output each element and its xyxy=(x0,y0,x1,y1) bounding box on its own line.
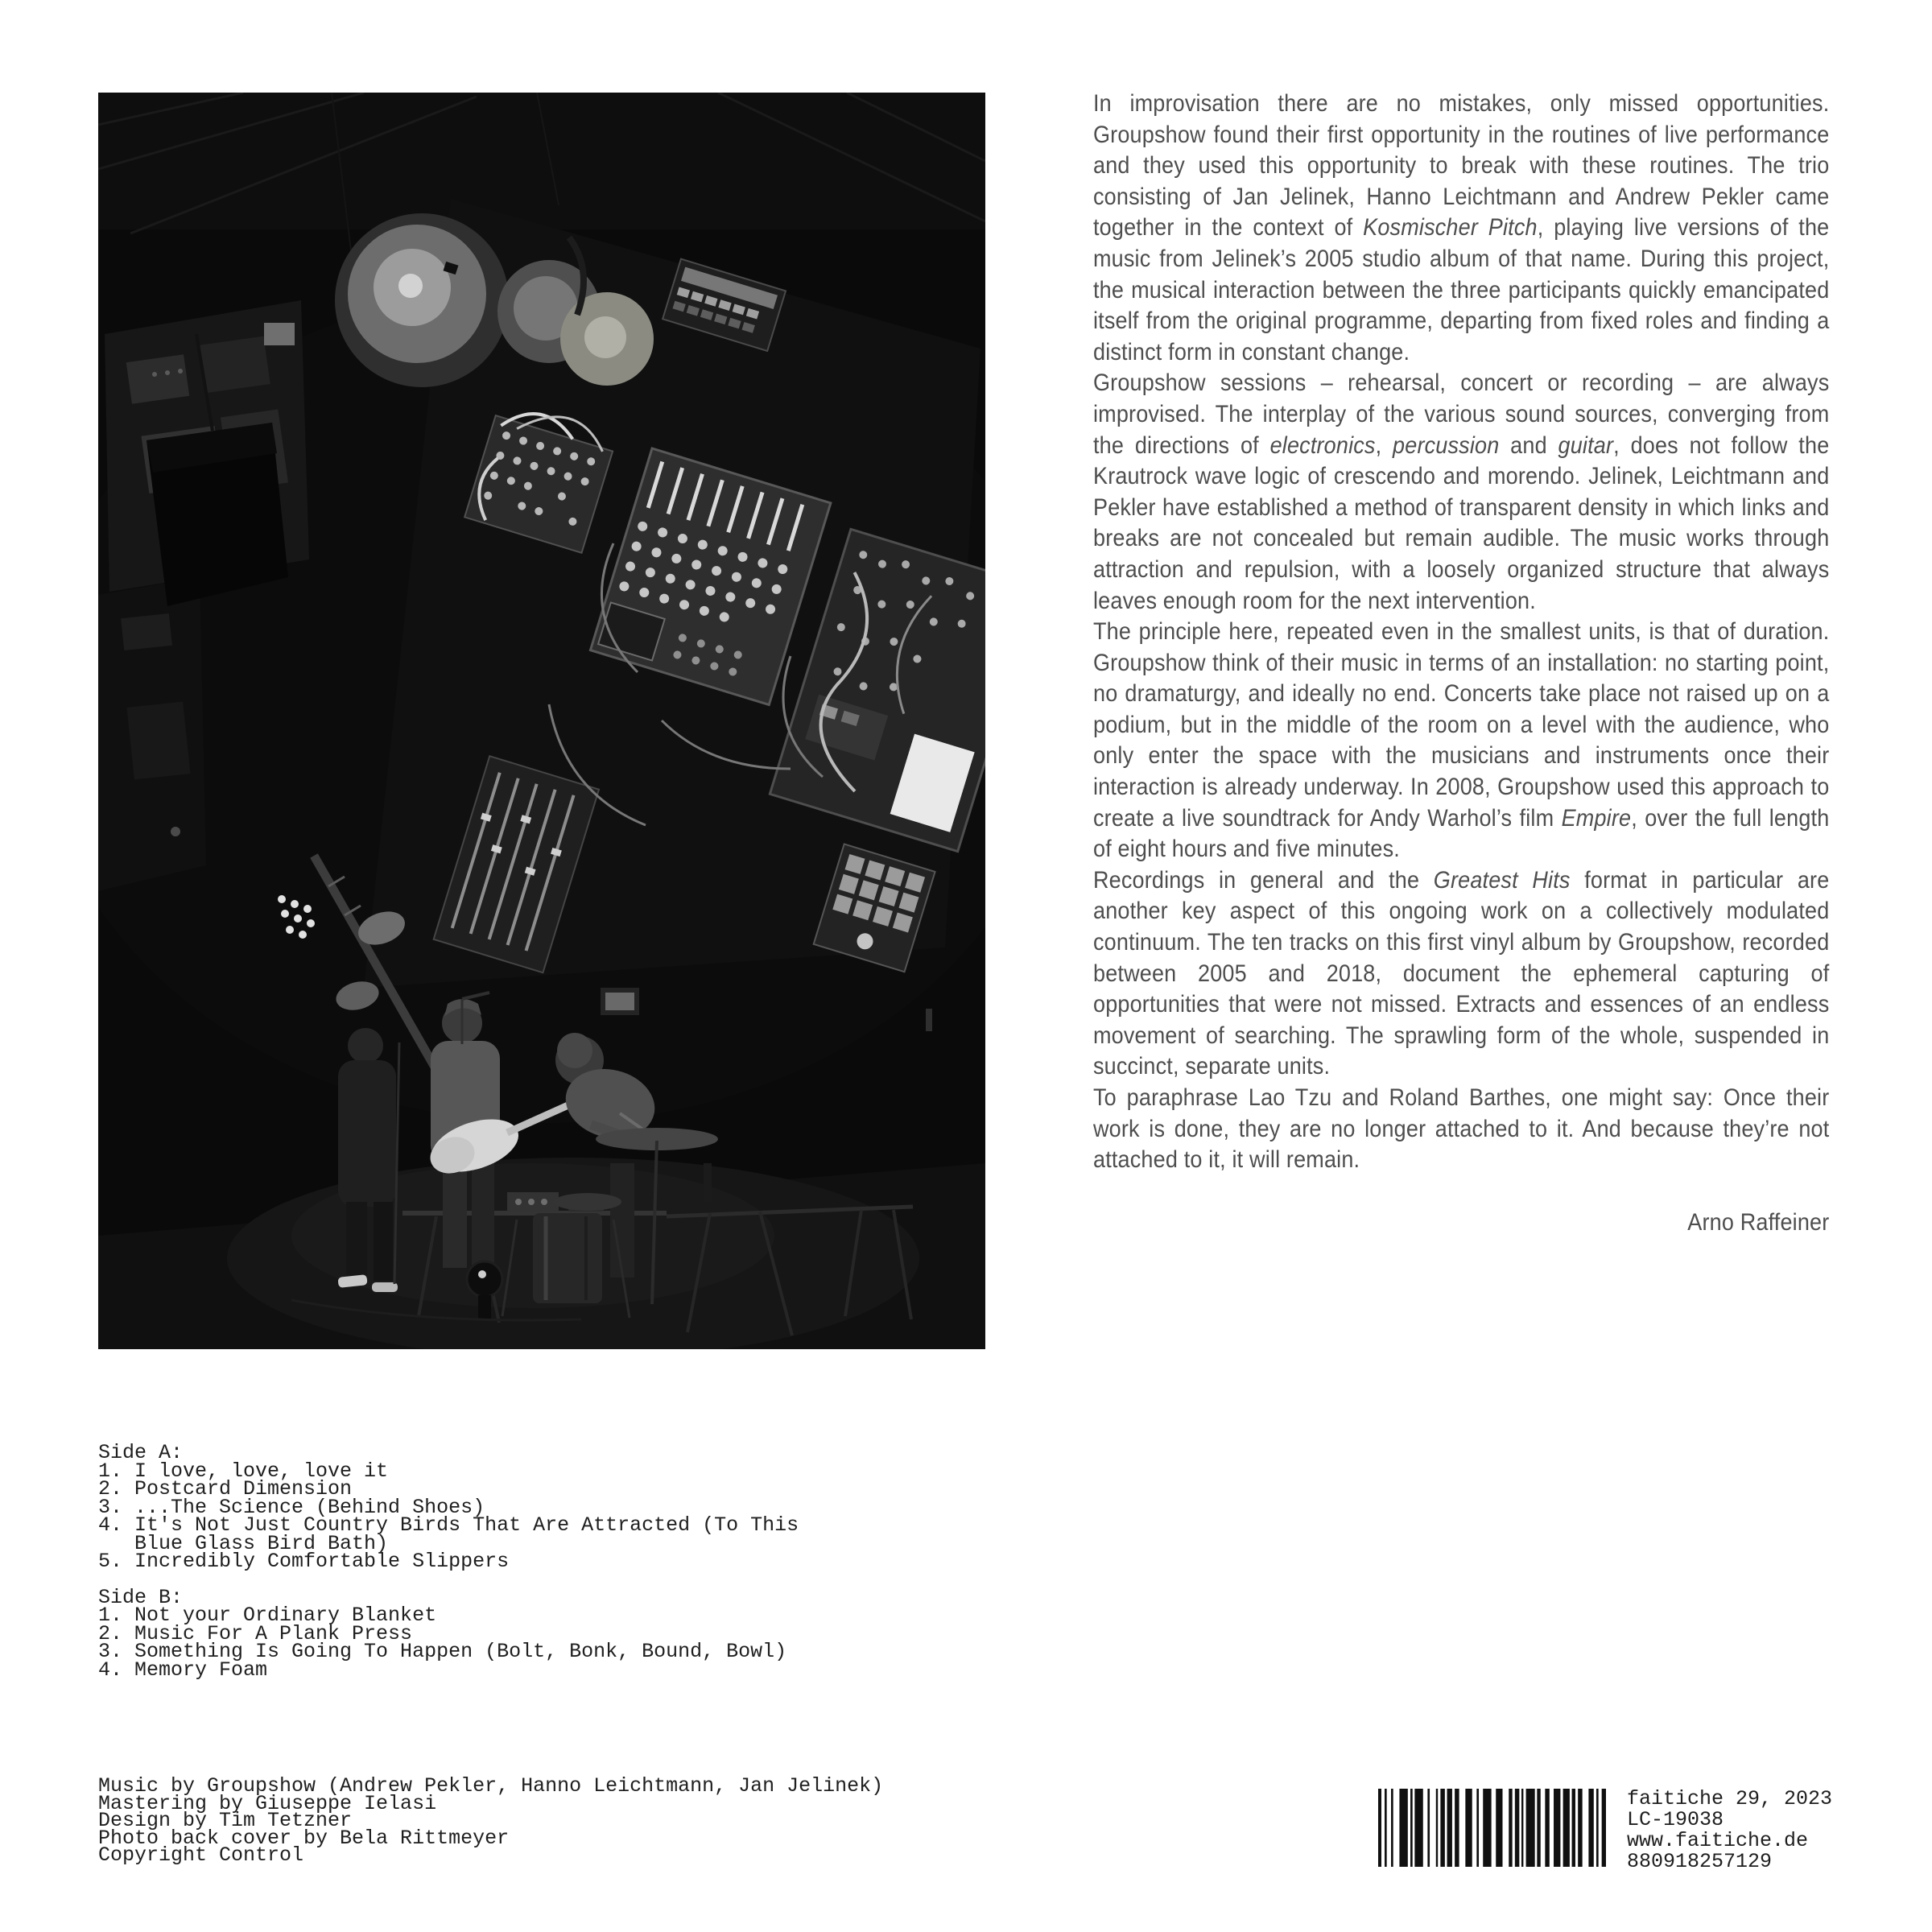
track-item: 1. Not your Ordinary Blanket xyxy=(98,1604,437,1627)
article-paragraph: Groupshow sessions – rehearsal, concert or recording – are always improvised. The interplay of the various sound sources, converging from the directions of electronics, percussion and guitar, does not follow the Krautrock wave logic of crescendo and morendo. Jelinek, Leichtmann and Pekler have established a method of transparent density in which links and breaks are not concealed but remain audible. The music works through attraction and repulsion, with a loosely organized structure that always leaves enough room for the next intervention. xyxy=(1093,369,1830,614)
track-item: 3. ...The Science (Behind Shoes) xyxy=(98,1495,485,1519)
credit-line: Copyright Control xyxy=(98,1843,304,1867)
track-item: 4. Memory Foam xyxy=(98,1657,268,1682)
credit-line: Design by Tim Tetzner xyxy=(98,1809,353,1832)
article-paragraph: Recordings in general and the Greatest Hits format in particular are another key aspect of this ongoing work on a collectively modulated continuum. The ten tracks on this first vinyl album by Groupshow, recorded between 2005 and 2018, document the ephemeral capturing of opportunities that were not missed. Extracts and essences of an endless movement of searching. The sprawling form of the whole, suspended in succinct, separate units. xyxy=(1093,866,1830,1080)
barcode-number: 880918257129 xyxy=(1627,1850,1773,1873)
track-item: 3. Something Is Going To Happen (Bolt, Bonk, Bound, Bowl) xyxy=(98,1640,787,1663)
label-website: www.faitiche.de xyxy=(1627,1829,1809,1852)
label-code: LC-19038 xyxy=(1627,1808,1724,1831)
track-item: 4. It's Not Just Country Birds That Are Attracted (To This Blue Glass Bird Bath) xyxy=(98,1513,799,1555)
barcode xyxy=(1378,1789,1606,1867)
back-cover-photo-art xyxy=(98,93,985,1349)
side-a xyxy=(98,1441,827,1573)
track-item: 5. Incredibly Comfortable Slippers xyxy=(98,1550,510,1573)
credit-line: Photo back cover by Bela Rittmeyer xyxy=(98,1826,510,1850)
side-b xyxy=(98,1585,827,1682)
track-item: 1. I love, love, love it xyxy=(98,1459,389,1483)
liner-notes xyxy=(1093,89,1829,1238)
release-lines xyxy=(1627,1789,1832,1872)
door-light xyxy=(926,1009,932,1031)
credits xyxy=(98,1774,919,1867)
tracklist xyxy=(98,1441,827,1682)
back-cover-photo xyxy=(98,93,985,1349)
side-a-tracks xyxy=(98,1459,827,1573)
track-item: 2. Music For A Plank Press xyxy=(98,1621,413,1645)
ceiling-shadow xyxy=(98,93,985,229)
catalog-number: faitiche 29, 2023 xyxy=(1627,1787,1833,1810)
article-paragraph: To paraphrase Lao Tzu and Roland Barthes, one might say: Once their work is done, they are no longer attached to it. And because they’re not attached to it, it will remain. xyxy=(1093,1084,1830,1174)
release-info xyxy=(1378,1789,1832,1872)
side-b-heading: Side B: xyxy=(98,1585,184,1609)
side-a-heading: Side A: xyxy=(98,1441,184,1464)
byline: Arno Raffeiner xyxy=(1687,1208,1830,1236)
bottle xyxy=(704,1163,712,1202)
article-paragraph: The principle here, repeated even in the smallest units, is that of duration. Groupshow think of their music in terms of an installation: no starting point, no dramaturgy, and ideally no end. Concerts take place not raised up on a podium, but in the middle of the room on a level with the audience, who only enter the space with the musicians and instruments once their interaction is already underway. In 2008, Groupshow used this approach to create a live soundtrack for Andy Warhol’s film Empire, over the full length of eight hours and five minutes. xyxy=(1093,618,1830,863)
side-b-tracks xyxy=(98,1604,827,1682)
article-paragraph: In improvisation there are no mistakes, only missed opportunities. Groupshow found their first opportunity in the routines of live performance and they used this opportunity to break with these routines. The trio consisting of Jan Jelinek, Hanno Leichtmann and Andrew Pekler came together in the context of Kosmischer Pitch, playing live versions of the music from Jelinek’s 2005 studio album of that name. During this project, the musical interaction between the three participants quickly emancipated itself from the original programme, departing from fixed roles and finding a distinct form in constant change. xyxy=(1093,90,1830,365)
credit-line: Music by Groupshow (Andrew Pekler, Hanno Leichtmann, Jan Jelinek) xyxy=(98,1774,884,1798)
credit-line: Mastering by Giuseppe Ielasi xyxy=(98,1791,437,1815)
track-item: 2. Postcard Dimension xyxy=(98,1477,353,1501)
